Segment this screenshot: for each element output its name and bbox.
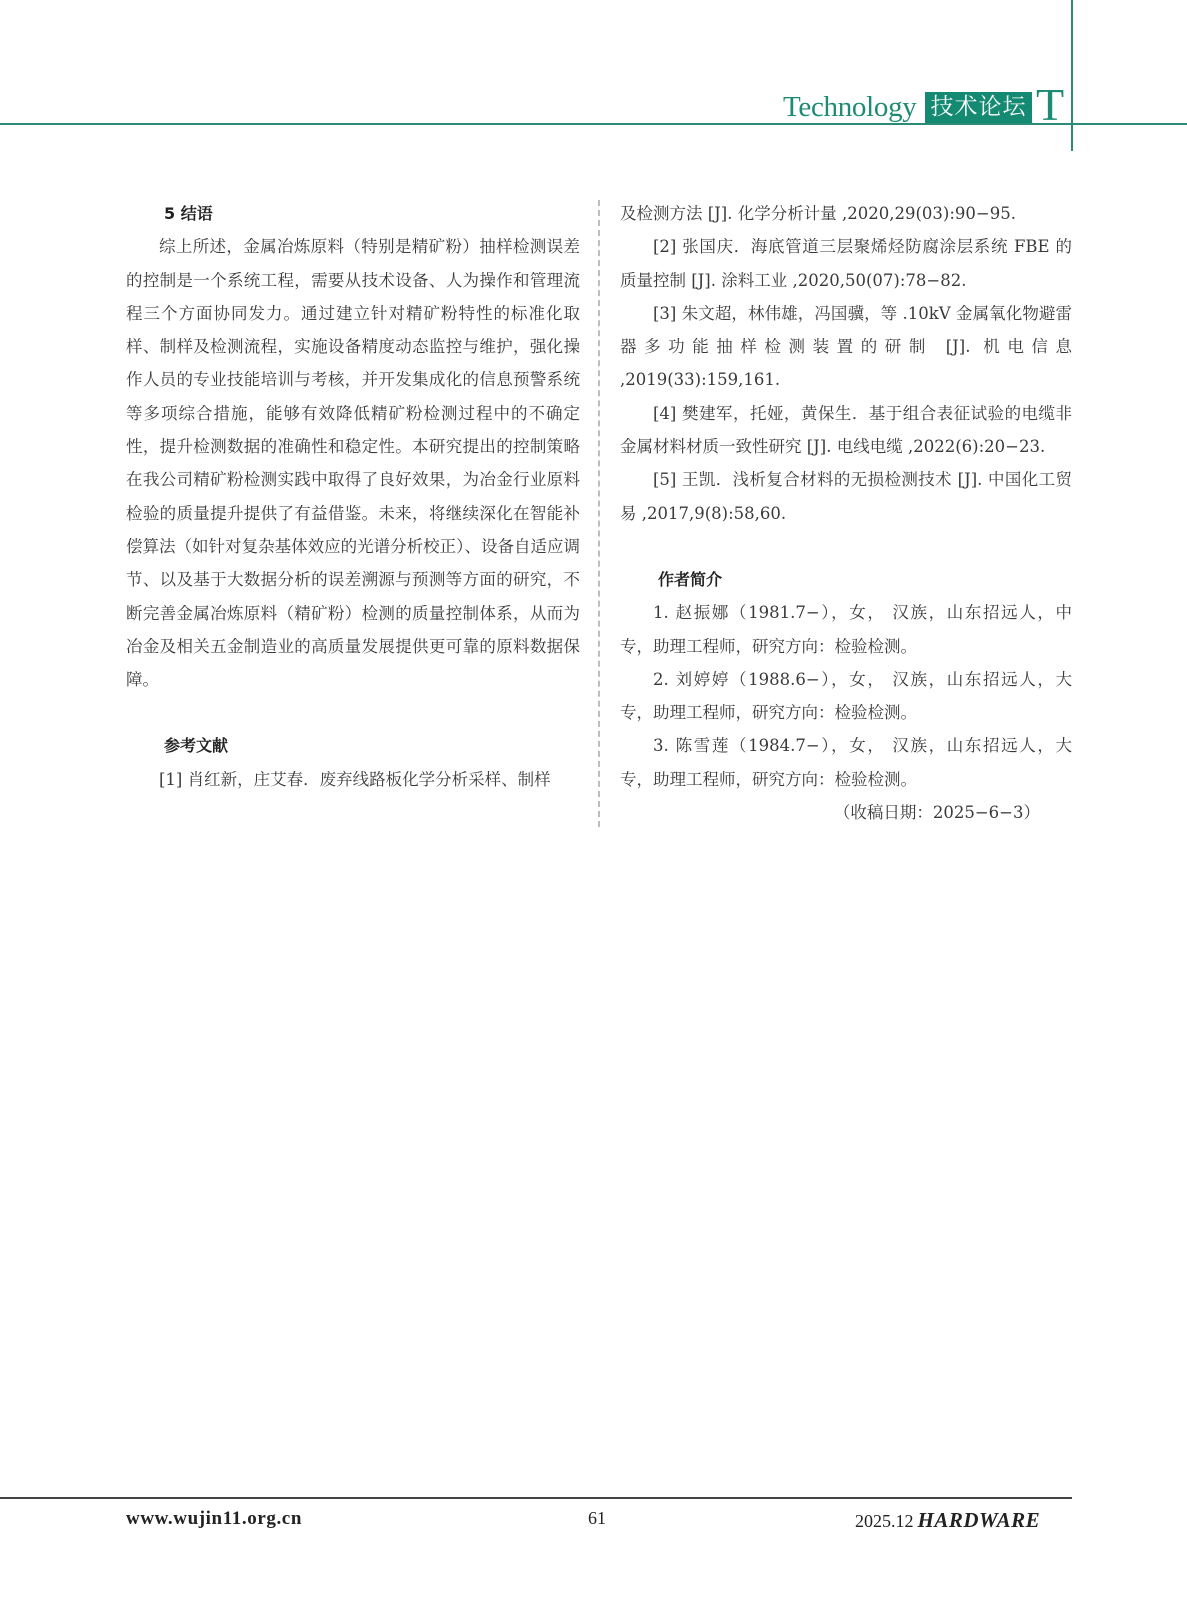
header-rule (0, 123, 1187, 125)
section-title: Technology (783, 91, 917, 123)
conclusion-paragraph: 综上所述，金属冶炼原料（特别是精矿粉）抽样检测误差的控制是一个系统工程，需要从技术设备、人为操作和管理流程三个方面协同发力。通过建立针对精矿粉特性的标准化取样、制样及检测流程，实施设备精度动态监控与维护，强化操作人员的专业技能培训与考核，并开发集成化的信息预警系统等多项综合措施，能够有效降低精矿粉检测过程中的不确定性，提升检测数据的准确性和稳定性。本研究提出的控制策略在我公司精矿粉检测实践中取得了良好效果，为冶金行业原料检验的质量提升提供了有益借鉴。未来，将继续深化在智能补偿算法（如针对复杂基体效应的光谱分析校正）、设备自适应调节、以及基于大数据分析的误差溯源与预测等方面的研究，不断完善金属冶炼原料（精矿粉）检测的质量控制体系，从而为冶金及相关五金制造业的高质量发展提供更可靠的原料数据保障。 (126, 237, 580, 690)
column-divider (598, 200, 600, 827)
received-date: （收稿日期：2025−6−3） (833, 803, 1040, 823)
reference-item: [1] 肖红新，庄艾春．废弃线路板化学分析采样、制样 (159, 769, 551, 789)
reference-item-continued: 及检测方法 [J]. 化学分析计量 ,2020,29(03):90−95. (620, 204, 1016, 223)
magazine-name: HARDWARE (917, 1508, 1041, 1532)
footer-rule (0, 1497, 1072, 1499)
reference-item: [3] 朱文超，林伟雄，冯国骥，等 .10kV 金属氧化物避雷器多功能抽样检测装置的研制 [J]. 机电信息 ,2019(33):159,161. (620, 303, 1072, 390)
references-heading: 参考文献 (164, 736, 229, 756)
right-column (620, 197, 1072, 829)
page-number: 61 (588, 1508, 606, 1528)
footer-issue (855, 1508, 1040, 1533)
conclusion-heading: 5 结语 (164, 204, 213, 223)
author-bio: 3. 陈雪莲（1984.7−），女， 汉族，山东招远人，大专，助理工程师，研究方向：检验检测。 (620, 736, 1072, 789)
author-bio: 2. 刘婷婷（1988.6−），女， 汉族，山东招远人，大专，助理工程师，研究方向：检验检测。 (620, 669, 1072, 723)
reference-item: [2] 张国庆．海底管道三层聚烯烃防腐涂层系统 FBE 的质量控制 [J]. 涂料工业 ,2020,50(07):78−82. (620, 237, 1072, 290)
section-badge: 技术论坛 (925, 92, 1032, 123)
reference-item: [4] 樊建军，托娅，黄保生．基于组合表征试验的电缆非金属材料材质一致性研究 [J]. 电线电缆 ,2022(6):20−23. (620, 403, 1072, 457)
left-column (126, 197, 580, 796)
issue-date: 2025.12 (855, 1511, 914, 1531)
footer-website: www.wujin11.org.cn (126, 1508, 303, 1529)
reference-item: [5] 王凯．浅析复合材料的无损检测技术 [J]. 中国化工贸易 ,2017,9(8):58,60. (620, 470, 1072, 523)
header-vertical-rule (1071, 0, 1073, 151)
authors-heading: 作者简介 (658, 569, 723, 589)
author-bio: 1. 赵振娜（1981.7−），女， 汉族，山东招远人，中专，助理工程师，研究方向：检验检测。 (620, 603, 1072, 656)
section-letter-logo: T (1036, 79, 1065, 130)
